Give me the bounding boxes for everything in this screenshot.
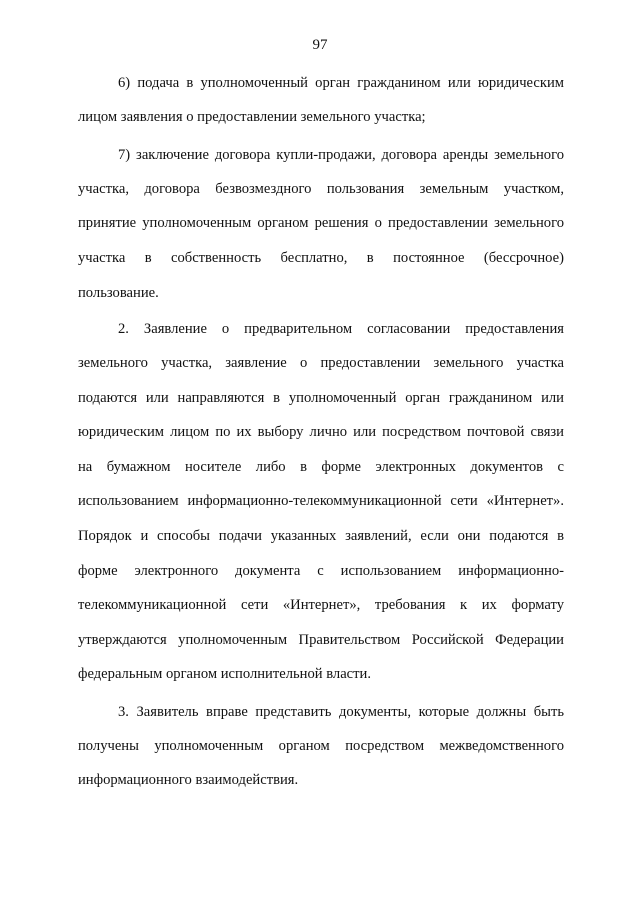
text-line: Порядок и способы подачи указанных заявлений, если они подаются в — [78, 528, 564, 544]
page-number: 97 — [312, 37, 328, 53]
text-line: федеральным органом исполнительной власти. — [78, 666, 371, 682]
text-line: пользование. — [78, 285, 159, 301]
text-line: участка, договора безвозмездного пользования земельным участком, — [78, 181, 564, 197]
text-line: информационного взаимодействия. — [78, 772, 299, 788]
text-line: 7) заключение договора купли-продажи, договора аренды земельного — [118, 147, 564, 163]
text-line: форме электронного документа с использованием информационно- — [78, 563, 564, 579]
text-line: использованием информационно-телекоммуникационной сети «Интернет». — [78, 493, 564, 509]
text-line: 3. Заявитель вправе представить документы, которые должны быть — [118, 704, 564, 720]
text-line: телекоммуникационной сети «Интернет», требования к их формату — [78, 597, 564, 613]
text-line: 2. Заявление о предварительном согласовании предоставления — [118, 321, 564, 337]
text-line: участка в собственность бесплатно, в постоянное (бессрочное) — [78, 250, 564, 266]
text-line: земельного участка, заявление о предоставлении земельного участка — [78, 355, 564, 371]
text-line: подаются или направляются в уполномоченный орган гражданином или — [78, 390, 564, 406]
text-line: получены уполномоченным органом посредством межведомственного — [78, 738, 564, 754]
text-line: 6) подача в уполномоченный орган гражданином или юридическим — [118, 75, 564, 91]
text-line: юридическим лицом по их выбору лично или посредством почтовой связи — [78, 424, 564, 440]
text-line: на бумажном носителе либо в форме электронных документов с — [78, 459, 564, 475]
text-line: утверждаются уполномоченным Правительством Российской Федерации — [78, 632, 564, 648]
text-line: принятие уполномоченным органом решения о предоставлении земельного — [78, 215, 564, 231]
text-line: лицом заявления о предоставлении земельного участка; — [78, 109, 426, 125]
